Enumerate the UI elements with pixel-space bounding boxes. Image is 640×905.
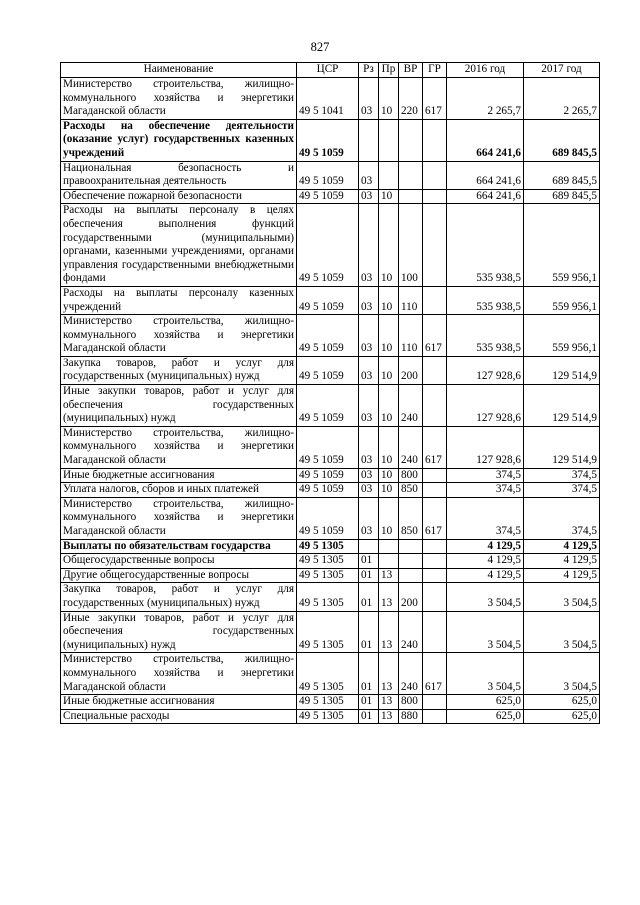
row-pr: 13: [379, 583, 399, 611]
row-gr: [423, 286, 447, 314]
row-gr: [423, 611, 447, 653]
row-name: Министерство строительства, жилищно-коммунального хозяйства и энергетики Магаданской области: [61, 426, 297, 468]
row-vr: 880: [399, 709, 423, 724]
row-gr: 617: [423, 653, 447, 695]
row-value-2016: 625,0: [447, 695, 524, 710]
row-vr: 240: [399, 426, 423, 468]
row-name: Специальные расходы: [61, 709, 297, 724]
row-vr: [399, 539, 423, 554]
row-name: Иные закупки товаров, работ и услуг для обеспечения государственных (муниципальных) нужд: [61, 611, 297, 653]
row-rz: 01: [359, 695, 379, 710]
row-csr: 49 5 1059: [297, 204, 359, 287]
table-row: [61, 385, 600, 427]
row-gr: [423, 695, 447, 710]
row-gr: 617: [423, 426, 447, 468]
table-row: [61, 468, 600, 483]
row-csr: 49 5 1059: [297, 356, 359, 384]
row-name: Выплаты по обязательствам государства: [61, 539, 297, 554]
row-rz: 03: [359, 161, 379, 189]
row-value-2016: 664 241,6: [447, 161, 524, 189]
row-value-2016: 4 129,5: [447, 568, 524, 583]
row-value-2017: 2 265,7: [524, 78, 600, 120]
row-value-2017: 374,5: [524, 468, 600, 483]
table-row: [61, 315, 600, 357]
row-name: Закупка товаров, работ и услуг для государственных (муниципальных) нужд: [61, 356, 297, 384]
row-value-2017: 3 504,5: [524, 653, 600, 695]
row-value-2016: 374,5: [447, 483, 524, 498]
row-value-2016: 625,0: [447, 709, 524, 724]
row-pr: 10: [379, 468, 399, 483]
header-vr: ВР: [399, 63, 423, 78]
row-name: Иные закупки товаров, работ и услуг для обеспечения государственных (муниципальных) нужд: [61, 385, 297, 427]
row-csr: 49 5 1305: [297, 709, 359, 724]
table-row: [61, 161, 600, 189]
table-row: [61, 204, 600, 287]
row-csr: 49 5 1059: [297, 483, 359, 498]
row-value-2016: 535 938,5: [447, 315, 524, 357]
row-gr: 617: [423, 497, 447, 539]
row-gr: [423, 356, 447, 384]
header-gr: ГР: [423, 63, 447, 78]
row-gr: [423, 583, 447, 611]
row-csr: 49 5 1059: [297, 385, 359, 427]
row-gr: [423, 204, 447, 287]
budget-table: [60, 62, 600, 724]
row-value-2016: 127 928,6: [447, 385, 524, 427]
row-vr: [399, 568, 423, 583]
row-value-2016: 3 504,5: [447, 611, 524, 653]
row-gr: [423, 483, 447, 498]
row-name: Расходы на выплаты персоналу в целях обеспечения выполнения функций государственными (муниципальными) органами, казенными учреждениями, органами управления государственными внебюджетными фондами: [61, 204, 297, 287]
row-gr: [423, 709, 447, 724]
row-vr: 800: [399, 468, 423, 483]
row-name: Иные бюджетные ассигнования: [61, 695, 297, 710]
row-value-2017: 689 845,5: [524, 161, 600, 189]
row-name: Министерство строительства, жилищно-коммунального хозяйства и энергетики Магаданской области: [61, 497, 297, 539]
row-csr: 49 5 1059: [297, 315, 359, 357]
row-pr: 13: [379, 709, 399, 724]
row-name: Национальная безопасность и правоохранительная деятельность: [61, 161, 297, 189]
table-row: [61, 583, 600, 611]
row-vr: [399, 161, 423, 189]
table-row: [61, 709, 600, 724]
row-value-2016: 127 928,6: [447, 356, 524, 384]
row-pr: 13: [379, 653, 399, 695]
row-rz: 03: [359, 483, 379, 498]
row-value-2016: 3 504,5: [447, 653, 524, 695]
row-vr: [399, 189, 423, 204]
table-row: [61, 189, 600, 204]
row-value-2017: 4 129,5: [524, 554, 600, 569]
row-vr: 240: [399, 653, 423, 695]
row-value-2017: 689 845,5: [524, 189, 600, 204]
table-row: [61, 497, 600, 539]
row-rz: 03: [359, 356, 379, 384]
row-name: Общегосударственные вопросы: [61, 554, 297, 569]
row-value-2017: 129 514,9: [524, 356, 600, 384]
row-gr: [423, 161, 447, 189]
row-rz: 01: [359, 611, 379, 653]
row-pr: 10: [379, 286, 399, 314]
row-csr: 49 5 1059: [297, 189, 359, 204]
row-gr: [423, 568, 447, 583]
row-csr: 49 5 1059: [297, 468, 359, 483]
row-rz: 03: [359, 426, 379, 468]
row-pr: [379, 161, 399, 189]
row-value-2016: 664 241,6: [447, 189, 524, 204]
table-header-row: [61, 63, 600, 78]
row-pr: 10: [379, 426, 399, 468]
row-rz: 01: [359, 583, 379, 611]
row-value-2017: 625,0: [524, 695, 600, 710]
table-row: [61, 539, 600, 554]
row-csr: 49 5 1041: [297, 78, 359, 120]
row-name: Обеспечение пожарной безопасности: [61, 189, 297, 204]
row-value-2016: 374,5: [447, 497, 524, 539]
row-rz: 01: [359, 709, 379, 724]
row-gr: 617: [423, 315, 447, 357]
row-rz: 01: [359, 568, 379, 583]
row-value-2016: 535 938,5: [447, 286, 524, 314]
row-csr: 49 5 1305: [297, 583, 359, 611]
row-name: Министерство строительства, жилищно-коммунального хозяйства и энергетики Магаданской области: [61, 315, 297, 357]
row-value-2017: 374,5: [524, 497, 600, 539]
table-row: [61, 78, 600, 120]
table-row: [61, 653, 600, 695]
row-pr: 10: [379, 385, 399, 427]
row-vr: 100: [399, 204, 423, 287]
row-vr: [399, 554, 423, 569]
row-rz: 03: [359, 189, 379, 204]
row-value-2016: 374,5: [447, 468, 524, 483]
row-name: Расходы на обеспечение деятельности (оказание услуг) государственных казенных учреждений: [61, 119, 297, 161]
row-name: Расходы на выплаты персоналу казенных учреждений: [61, 286, 297, 314]
row-vr: 850: [399, 497, 423, 539]
row-value-2017: 689 845,5: [524, 119, 600, 161]
row-pr: 13: [379, 568, 399, 583]
page-number: 827: [310, 40, 330, 54]
row-csr: 49 5 1305: [297, 554, 359, 569]
row-vr: 110: [399, 286, 423, 314]
row-csr: 49 5 1305: [297, 568, 359, 583]
table-row: [61, 611, 600, 653]
row-rz: 03: [359, 315, 379, 357]
row-gr: [423, 385, 447, 427]
row-value-2017: 559 956,1: [524, 315, 600, 357]
row-pr: 13: [379, 695, 399, 710]
row-vr: 850: [399, 483, 423, 498]
row-pr: 10: [379, 189, 399, 204]
row-value-2017: 3 504,5: [524, 611, 600, 653]
row-vr: 220: [399, 78, 423, 120]
row-pr: 10: [379, 497, 399, 539]
header-2016: 2016 год: [447, 63, 524, 78]
row-rz: 03: [359, 204, 379, 287]
row-value-2017: 559 956,1: [524, 286, 600, 314]
row-rz: 01: [359, 554, 379, 569]
row-value-2016: 3 504,5: [447, 583, 524, 611]
row-gr: [423, 554, 447, 569]
row-rz: 01: [359, 653, 379, 695]
table-row: [61, 554, 600, 569]
row-rz: 03: [359, 497, 379, 539]
row-vr: [399, 119, 423, 161]
row-vr: 800: [399, 695, 423, 710]
row-csr: 49 5 1305: [297, 539, 359, 554]
header-pr: Пр: [379, 63, 399, 78]
row-csr: 49 5 1059: [297, 286, 359, 314]
row-gr: 617: [423, 78, 447, 120]
header-2017: 2017 год: [524, 63, 600, 78]
row-gr: [423, 468, 447, 483]
row-pr: [379, 554, 399, 569]
table-row: [61, 568, 600, 583]
row-value-2016: 4 129,5: [447, 539, 524, 554]
row-name: Министерство строительства, жилищно-коммунального хозяйства и энергетики Магаданской области: [61, 653, 297, 695]
row-rz: 03: [359, 78, 379, 120]
header-csr: ЦСР: [297, 63, 359, 78]
row-name: Уплата налогов, сборов и иных платежей: [61, 483, 297, 498]
row-csr: 49 5 1305: [297, 611, 359, 653]
table-row: [61, 695, 600, 710]
row-value-2017: 129 514,9: [524, 426, 600, 468]
table-row: [61, 426, 600, 468]
row-csr: 49 5 1305: [297, 653, 359, 695]
row-csr: 49 5 1059: [297, 119, 359, 161]
row-vr: 240: [399, 611, 423, 653]
row-rz: 03: [359, 468, 379, 483]
row-pr: [379, 539, 399, 554]
row-gr: [423, 189, 447, 204]
row-pr: 10: [379, 315, 399, 357]
row-value-2017: 129 514,9: [524, 385, 600, 427]
row-value-2017: 625,0: [524, 709, 600, 724]
row-value-2016: 2 265,7: [447, 78, 524, 120]
row-value-2017: 3 504,5: [524, 583, 600, 611]
row-gr: [423, 539, 447, 554]
row-csr: 49 5 1059: [297, 161, 359, 189]
row-value-2016: 664 241,6: [447, 119, 524, 161]
row-pr: 10: [379, 204, 399, 287]
row-value-2017: 559 956,1: [524, 204, 600, 287]
row-pr: 10: [379, 78, 399, 120]
row-pr: 10: [379, 483, 399, 498]
row-vr: 200: [399, 583, 423, 611]
row-value-2017: 374,5: [524, 483, 600, 498]
row-rz: [359, 539, 379, 554]
header-name: Наименование: [61, 63, 297, 78]
header-rz: Рз: [359, 63, 379, 78]
table-row: [61, 356, 600, 384]
row-name: Иные бюджетные ассигнования: [61, 468, 297, 483]
row-rz: 03: [359, 385, 379, 427]
row-gr: [423, 119, 447, 161]
row-rz: [359, 119, 379, 161]
row-value-2017: 4 129,5: [524, 539, 600, 554]
row-name: Другие общегосударственные вопросы: [61, 568, 297, 583]
row-value-2016: 127 928,6: [447, 426, 524, 468]
row-rz: 03: [359, 286, 379, 314]
row-value-2017: 4 129,5: [524, 568, 600, 583]
row-csr: 49 5 1059: [297, 426, 359, 468]
row-name: Министерство строительства, жилищно-коммунального хозяйства и энергетики Магаданской области: [61, 78, 297, 120]
row-csr: 49 5 1059: [297, 497, 359, 539]
row-value-2016: 535 938,5: [447, 204, 524, 287]
row-vr: 200: [399, 356, 423, 384]
table-row: [61, 286, 600, 314]
table-row: [61, 483, 600, 498]
row-vr: 110: [399, 315, 423, 357]
row-csr: 49 5 1305: [297, 695, 359, 710]
table-row: [61, 119, 600, 161]
row-pr: 10: [379, 356, 399, 384]
row-pr: [379, 119, 399, 161]
row-pr: 13: [379, 611, 399, 653]
row-vr: 240: [399, 385, 423, 427]
row-name: Закупка товаров, работ и услуг для государственных (муниципальных) нужд: [61, 583, 297, 611]
row-value-2016: 4 129,5: [447, 554, 524, 569]
